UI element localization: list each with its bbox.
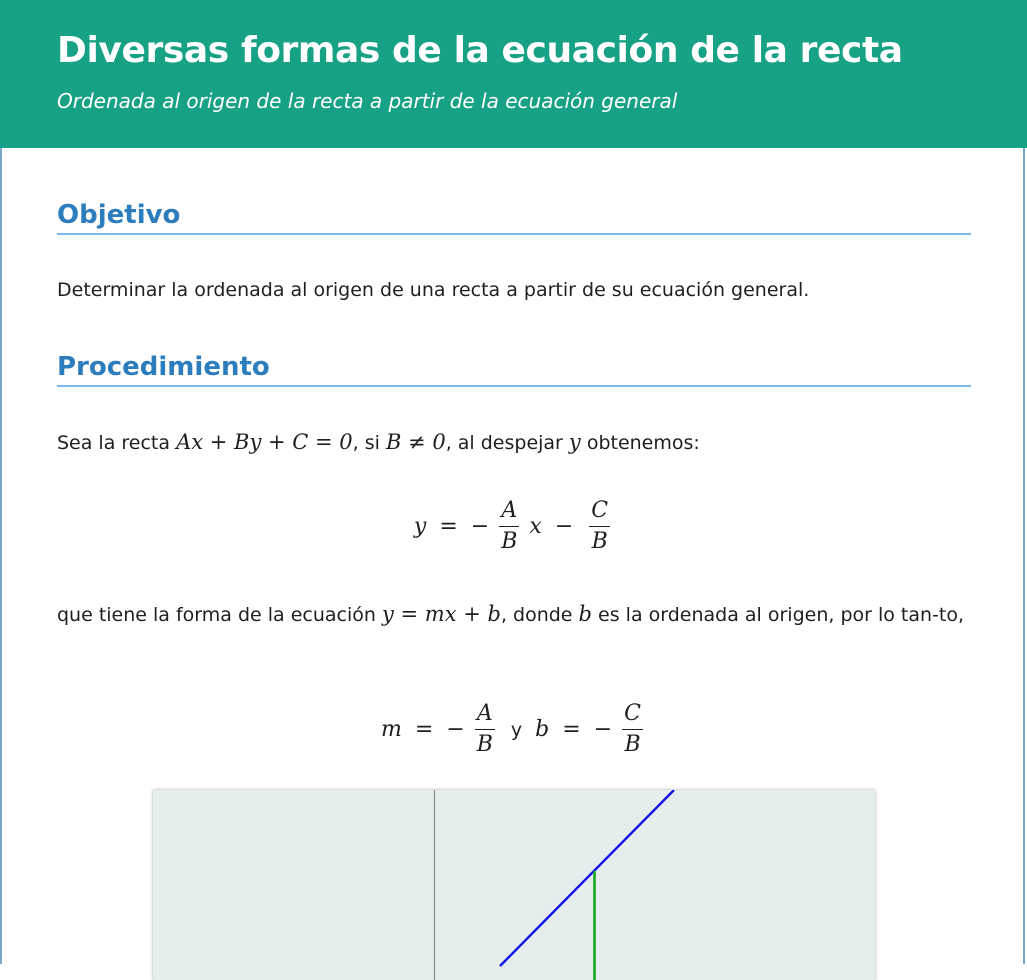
fraction-a-over-b — [475, 699, 495, 760]
header-banner — [0, 0, 1027, 148]
math-b: b — [578, 602, 592, 626]
procedimiento-paragraph-1 — [57, 426, 971, 459]
section-heading-procedimiento: Procedimiento — [57, 352, 971, 387]
text-fragment: , donde — [500, 604, 579, 626]
math-y: y — [568, 430, 581, 454]
math-b-nonzero: B ≠ 0 — [385, 430, 446, 454]
procedimiento-paragraph-2 — [57, 598, 971, 631]
fraction-numerator: A — [499, 496, 519, 527]
eq-equals: = — [439, 514, 458, 539]
page-title: Diversas formas de la ecuación de la recta — [57, 30, 903, 71]
eq-m: m — [381, 717, 402, 742]
fraction-numerator: C — [622, 699, 643, 730]
eq-lhs: y — [413, 514, 427, 539]
eq-equals: = — [562, 717, 581, 742]
eq-conjunction: y — [510, 718, 523, 741]
objetivo-text: Determinar la ordenada al origen de una recta a partir de su ecuación general. — [57, 279, 810, 301]
eq-minus: − — [470, 514, 490, 539]
fraction-c-over-b — [622, 699, 643, 760]
eq-variable-x: x — [529, 514, 542, 539]
fraction-denominator: B — [591, 529, 608, 554]
text-fragment: es la ordenada al origen, por lo tan-to, — [592, 604, 965, 626]
graph-canvas — [153, 790, 875, 980]
fraction-denominator: B — [476, 732, 493, 757]
equation-solved-for-y — [0, 496, 1027, 557]
fraction-denominator: B — [501, 529, 518, 554]
text-fragment: , si — [352, 432, 386, 454]
section-heading-objetivo: Objetivo — [57, 200, 971, 235]
text-fragment: obtenemos: — [580, 432, 700, 454]
eq-b: b — [535, 717, 550, 742]
math-general-equation: Ax + By + C = 0 — [176, 430, 353, 454]
eq-minus: − — [593, 717, 613, 742]
eq-minus: − — [554, 514, 574, 539]
text-fragment: que tiene la forma de la ecuación — [57, 604, 382, 626]
text-fragment: , al despejar — [445, 432, 569, 454]
fraction-c-over-b — [589, 496, 610, 557]
page-subtitle: Ordenada al origen de la recta a partir de la ecuación general — [57, 89, 678, 113]
eq-equals: = — [414, 717, 434, 742]
fraction-numerator: C — [589, 496, 610, 527]
equation-slope-and-intercept — [0, 699, 1027, 760]
graph-line — [500, 790, 674, 966]
fraction-denominator: B — [624, 732, 641, 757]
eq-minus: − — [446, 717, 465, 742]
fraction-numerator: A — [475, 699, 495, 730]
math-slope-intercept: y = mx + b — [381, 602, 501, 626]
fraction-a-over-b — [499, 496, 519, 557]
text-fragment: Sea la recta — [57, 432, 177, 454]
interactive-graph[interactable] — [153, 790, 875, 980]
